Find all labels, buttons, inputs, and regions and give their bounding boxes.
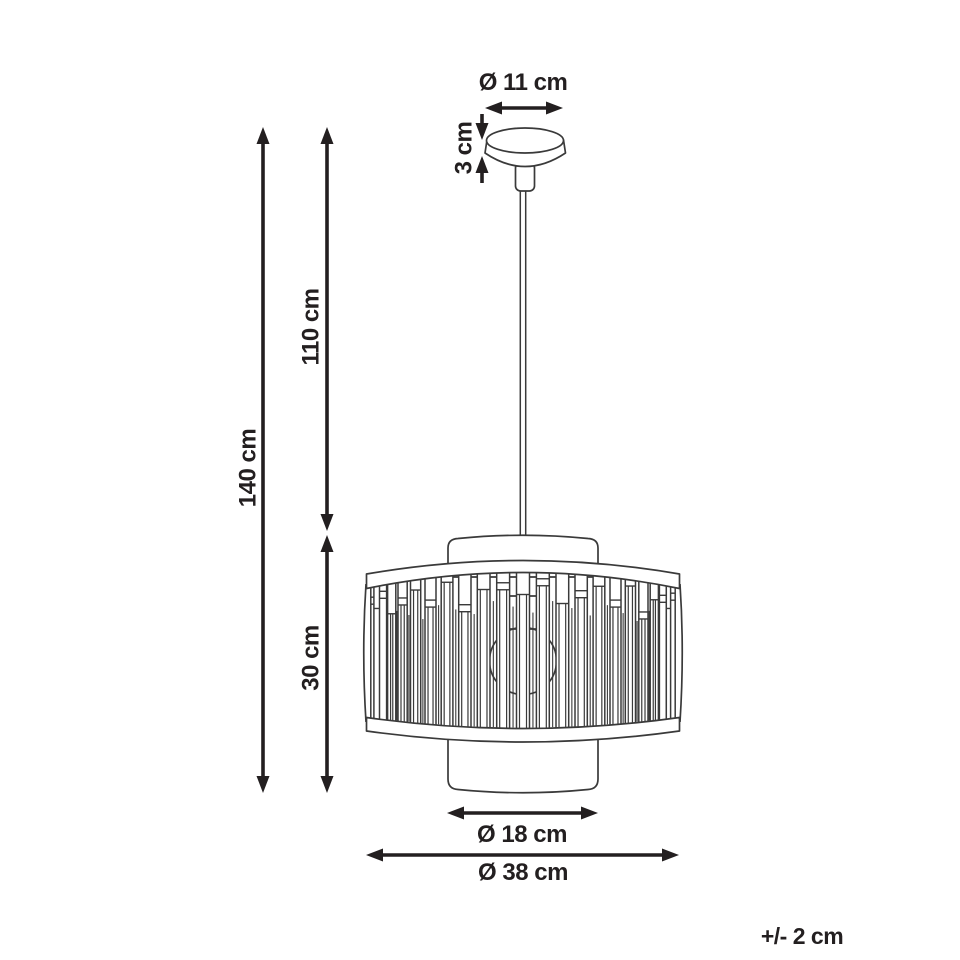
slat xyxy=(659,583,666,722)
arrowhead-down xyxy=(257,776,270,793)
slat xyxy=(441,574,453,729)
slat xyxy=(380,583,387,722)
lamp-drawing xyxy=(364,128,683,793)
canopy-height-dimension xyxy=(451,114,489,183)
arrowhead-up xyxy=(257,127,270,144)
cord-length-dimension xyxy=(298,127,334,531)
slat xyxy=(593,574,605,729)
slat xyxy=(459,573,471,730)
arrowhead-down xyxy=(321,776,334,793)
arrowhead-down xyxy=(321,514,334,531)
shade-diameter-label: Ø 38 cm xyxy=(478,859,568,886)
total-height-label: 140 cm xyxy=(234,428,262,508)
bottom-diameter-label: Ø 18 cm xyxy=(477,821,567,848)
shade-height-dimension xyxy=(298,535,334,793)
arrowhead-right xyxy=(581,807,598,820)
drum-left-edge xyxy=(364,584,366,722)
cord xyxy=(520,183,525,537)
canopy-height-label: 3 cm xyxy=(450,121,478,175)
slat xyxy=(610,576,621,728)
slat xyxy=(497,571,510,732)
dimensions xyxy=(235,69,844,949)
drum-right-edge xyxy=(680,584,682,722)
slat xyxy=(625,578,635,726)
slat xyxy=(411,578,421,726)
slat xyxy=(671,585,676,721)
cord-length-label: 110 cm xyxy=(297,288,325,366)
arrowhead-up xyxy=(321,535,334,552)
arrowhead-left xyxy=(366,849,383,862)
slat xyxy=(388,582,396,724)
bottom-diameter-dimension xyxy=(447,807,598,849)
slat xyxy=(650,582,658,724)
canopy-diameter-label: Ø 11 cm xyxy=(478,69,568,96)
arrowhead-right xyxy=(662,849,679,862)
slat xyxy=(477,572,490,731)
arrowhead-up xyxy=(321,127,334,144)
slat xyxy=(425,576,436,728)
arrowhead-left xyxy=(485,102,502,115)
shade-slats xyxy=(371,571,675,732)
total-height-dimension xyxy=(235,127,270,793)
tolerance-note: +/- 2 cm xyxy=(760,923,844,949)
slat xyxy=(536,571,549,732)
slat xyxy=(639,580,648,725)
shade-bottom-cylinder xyxy=(448,735,598,793)
shade-diameter-dimension xyxy=(366,849,679,887)
shade-height-label: 30 cm xyxy=(297,625,325,691)
arrowhead-left xyxy=(447,807,464,820)
arrowhead-right xyxy=(546,102,563,115)
slat xyxy=(575,573,587,730)
slat xyxy=(398,580,407,725)
slat xyxy=(556,572,569,731)
canopy-diameter-dimension xyxy=(479,69,568,115)
canopy-top xyxy=(487,128,564,153)
